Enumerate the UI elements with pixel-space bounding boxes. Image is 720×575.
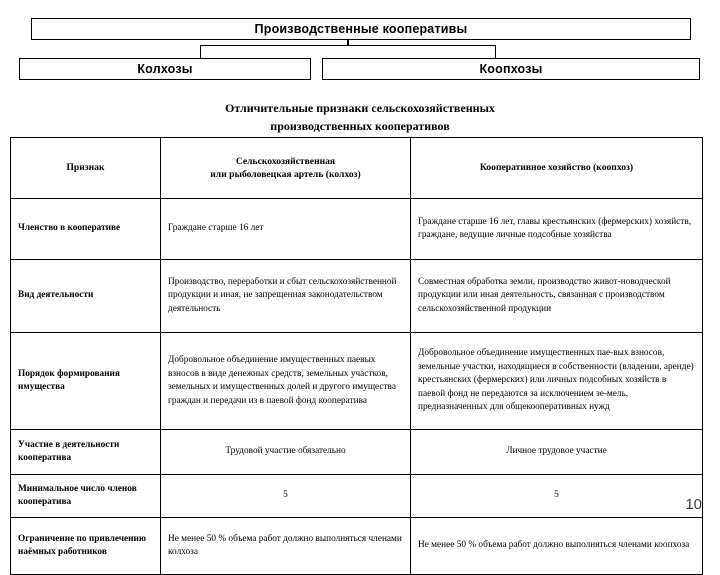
row-feature-property: Порядок формирования имущества (11, 333, 161, 430)
connector-bracket (200, 45, 496, 58)
row-coop-hired-workers: Не менее 50 % объема работ должно выполняться членами коопхоза (411, 518, 703, 575)
row-artel-property: Добровольное объединение имущественных паевых взносов в виде денежных средств, земельных участков, земельных и имущественных долей и другого имущества граждан и передачи из в паевой фонд кооператива (161, 333, 411, 430)
org-box-root[interactable] (31, 18, 691, 40)
row-feature-membership: Членство в кооперативе (11, 199, 161, 260)
row-artel-activity: Производство, переработки и сбыт сельскохозяйственной продукции и иная, не запрещенная законодательством деятельность (161, 260, 411, 333)
comparison-table (10, 137, 703, 575)
table-header-artel-line1: Сельскохозяйственная (235, 155, 336, 167)
row-coop-min-members: 5 (411, 475, 703, 518)
org-box-root-label: Производственные кооперативы (254, 22, 468, 36)
table-row (11, 260, 703, 333)
table-row (11, 475, 703, 518)
row-coop-membership: Граждане старше 16 лет, главы крестьянских (фермерских) хозяйств, граждане, ведущие личные подсобные хозяйства (411, 199, 703, 260)
table-header-artel (161, 138, 411, 199)
row-coop-property: Добровольное объединение имущественных пае-вых взносов, земельные участки, находящиеся в собственности (владении, аренде) крестьянских (фермерских) или личных подсобных хозяйств в паевой фонд не передаются за исключением зе-мель, предназначенных для общекооперативных нужд (411, 333, 703, 430)
table-header-row (11, 138, 703, 199)
table-row (11, 333, 703, 430)
row-artel-membership: Граждане старше 16 лет (161, 199, 411, 260)
table-header-feature: Признак (11, 138, 161, 199)
org-box-koopkhozy-label: Коопхозы (479, 62, 543, 76)
org-box-koopkhozy[interactable] (322, 58, 700, 80)
row-coop-participation: Личное трудовое участие (411, 430, 703, 475)
row-artel-hired-workers: Не менее 50 % объема работ должно выполняться членами колхоза (161, 518, 411, 575)
table-row (11, 518, 703, 575)
table-row (11, 199, 703, 260)
row-coop-activity: Совместная обработка земли, производство живот-новодческой продукции или иная деятельность, связанная с производством сельскохозяйственной продукции (411, 260, 703, 333)
page-title-line1: Отличительные признаки сельскохозяйственных (225, 101, 495, 115)
row-artel-participation: Трудовой участие обязательно (161, 430, 411, 475)
row-feature-activity: Вид деятельности (11, 260, 161, 333)
page-number: 10 (685, 496, 702, 513)
table-header-artel-line2: или рыболовецкая артель (колхоз) (210, 169, 361, 180)
page-title-line2: производственных кооперативов (270, 119, 450, 133)
table-row (11, 430, 703, 475)
org-box-kolkhozy-label: Колхозы (137, 62, 193, 76)
org-box-kolkhozy[interactable] (19, 58, 311, 80)
row-feature-hired-workers: Ограничение по привлечению наёмных работников (11, 518, 161, 575)
row-feature-participation: Участие в деятельности кооператива (11, 430, 161, 475)
page-title (0, 99, 720, 135)
row-artel-min-members: 5 (161, 475, 411, 518)
row-feature-min-members: Минимальное число членов кооператива (11, 475, 161, 518)
table-header-coop: Кооперативное хозяйство (коопхоз) (411, 138, 703, 199)
